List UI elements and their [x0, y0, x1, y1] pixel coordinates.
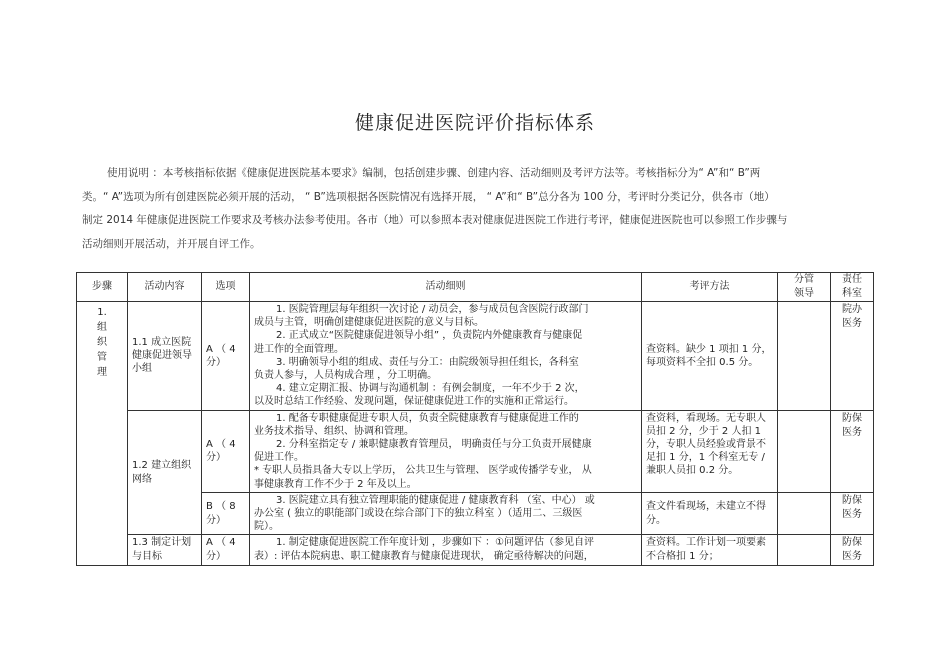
- header-method: 考评方法: [642, 273, 778, 302]
- method-cell: 查文件看现场，未建立不得分。: [642, 492, 778, 535]
- intro-line: 类。“ A”选项为所有创建医院必须开展的活动， “ B”选项根据各医院情况有选择开展， “ A”和“ B”总分各为 100 分，考评时分类记分，供各市（地）: [82, 190, 775, 203]
- leader-cell: [778, 302, 831, 411]
- detail-cell: 1. 制定健康促进医院工作年度计划 ，步骤如下 ：①问题评估（参见自评 表）: 评估本院病患、职工健康教育与健康促进现状， 确定亟待解决的问题，: [250, 535, 642, 566]
- detail-cell: 1. 配备专职健康促进专职人员，负责全院健康教育与健康促进工作的 业务技术指导、组织、协调和管理。 2. 分科室指定专 / 兼职健康教育管理员， 明确责任与分工负责开展健康 促进工作。 * 专职人员指具备大专以上学历， 公共卫生与管理、 医学或传播学专业， 从 事健康教育工作不少于 2 年及以上。: [250, 410, 642, 492]
- option-cell: A （ 4 分）: [202, 302, 250, 411]
- option-cell: B （ 8 分）: [202, 492, 250, 535]
- dept-cell: 防保医务: [831, 535, 874, 566]
- intro-line: 使用说明 ：本考核指标依据《健康促进医院基本要求》编制，包括创建步骤、创建内容、活动细则及考评方法等。考核指标分为“ A”和“ B”两: [107, 167, 761, 179]
- header-dept: 责任科室: [831, 273, 874, 302]
- usage-instructions: [82, 162, 882, 256]
- dept-cell: 院办医务: [831, 302, 874, 411]
- detail-cell: 3. 医院建立具有独立管理职能的健康促进 / 健康教育科 （室、中心） 或 办公室 ( 独立的职能部门或设在综合部门下的独立科室 ）（适用二、三级医 院）。: [250, 492, 642, 535]
- content-cell: 1.2 建立组织网络: [128, 410, 202, 535]
- content-cell: 1.1 成立医院健康促进领导小组: [128, 302, 202, 411]
- dept-cell: 防保医务: [831, 410, 874, 492]
- table-row: [77, 535, 874, 566]
- header-content: 活动内容: [128, 273, 202, 302]
- header-option: 选项: [202, 273, 250, 302]
- dept-cell: 防保医务: [831, 492, 874, 535]
- page-title: 健康促进医院评价指标体系: [354, 112, 595, 134]
- method-cell: 查资料。缺少 1 项扣 1 分，每项资料不全扣 0.5 分。: [642, 302, 778, 411]
- method-cell: 查资料，看现场。无专职人员扣 2 分，少于 2 人扣 1 分，专职人员经验或背景不足扣 1 分，1 个科室无专 / 兼职人员扣 0.2 分。: [642, 410, 778, 492]
- method-cell: 查资料。工作计划一项要素不合格扣 1 分；: [642, 535, 778, 566]
- intro-line: 制定 2014 年健康促进医院工作要求及考核办法参考使用。各市（地）可以参照本表对健康促进医院工作进行考评，健康促进医院也可以参照工作步骤与: [82, 214, 788, 226]
- header-leader: 分管领导: [778, 273, 831, 302]
- table-row: [77, 302, 874, 411]
- option-cell: A （ 4 分）: [202, 535, 250, 566]
- step-cell: 1. 组织管理: [77, 302, 128, 566]
- header-detail: 活动细则: [250, 273, 642, 302]
- table-header-row: [77, 273, 874, 302]
- content-cell: 1.3 制定计划与目标: [128, 535, 202, 566]
- detail-cell: 1. 医院管理层每年组织一次讨论 / 动员会，参与成员包含医院行政部门 成员与主管，明确创建健康促进医院的意义与目标。 2. 正式成立“医院健康促进领导小组” ，负责院内外健康教育与健康促 进工作的全面管理。 3. 明确领导小组的组成、责任与分工：由院级领导担任组长，各科室 负责人参与，人员构成合理 ，分工明确。 4. 建立定期汇报、协调与沟通机制 ：有例会制度，一年不少于 2 次， 以及时总结工作经验、发现问题，保证健康促进工作的实施和正常运行。: [250, 302, 642, 411]
- header-step: 步骤: [77, 273, 128, 302]
- leader-cell: [778, 410, 831, 492]
- leader-cell: [778, 492, 831, 535]
- intro-line: 活动细则开展活动，并开展自评工作。: [82, 237, 261, 250]
- option-cell: A （ 4 分）: [202, 410, 250, 492]
- leader-cell: [778, 535, 831, 566]
- evaluation-table: [76, 272, 874, 566]
- table-row: [77, 410, 874, 492]
